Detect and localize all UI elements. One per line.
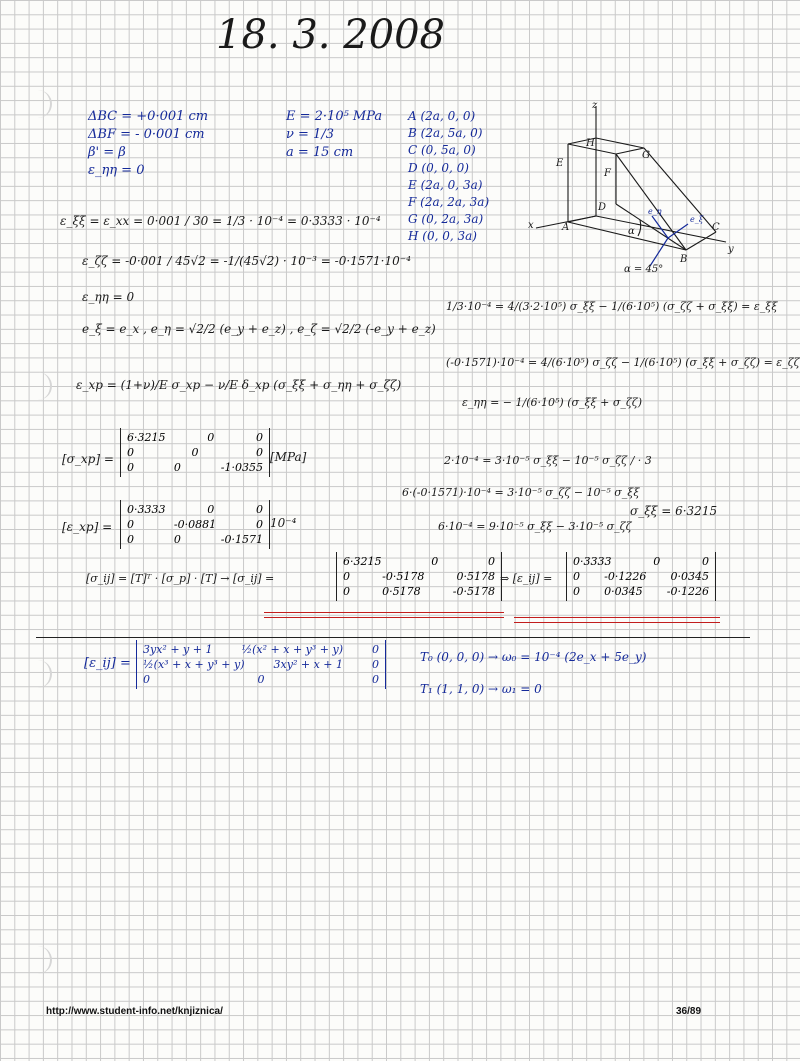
figure-label-y: y [728,244,734,255]
point-item: B (2a, 5a, 0) [408,126,483,141]
matrix-row: 0 0·0345 -0·1226 [573,585,709,598]
matrix-row: 6·3215 0 0 [343,555,495,568]
given-line: E = 2·10⁵ MPa [286,109,383,124]
equation-zeta: (-0·1571)·10⁻⁴ = 4/(6·10⁵) σ_ζζ − 1/(6·10⁵) (σ_ξξ + σ_ζζ) = ε_ζζ [446,356,800,369]
matrix-row: 0 0 0 [127,446,263,459]
page-date: 18. 3. 2008 [216,12,446,58]
eps-principal-matrix [120,500,270,549]
binder-hole [26,372,52,400]
binder-hole [26,660,52,688]
given-col1 [88,108,208,180]
strain-line-xi: ε_ξξ = ε_xx = 0·001 / 30 = 1/3 · 10⁻⁴ = 0·3333 · 10⁻⁴ [60,214,381,228]
eps-ij-label: ⇒ [ε_ij] = [500,572,553,585]
point-item: E (2a, 0, 3a) [408,177,483,192]
section-divider [36,637,750,638]
matrix-row: 0 0 -0·1571 [127,533,263,546]
matrix-row: 0 -0·0881 0 [127,518,263,531]
matrix-row: 0 -0·1226 0·0345 [573,570,709,583]
matrix-row: 0 0 -1·0355 [127,461,263,474]
figure-label-x: x [528,220,534,231]
transformation-formula: [σ_ij] = [T]ᵀ · [σ_p] · [T] → [σ_ij] = [86,572,275,585]
footer-url: http://www.student-info.net/knjiznica/ [46,1006,223,1017]
red-underline [264,617,504,618]
point-item: H (0, 0, 3a) [408,229,477,244]
given-line: ΔBF = - 0·001 cm [88,127,205,142]
page-number: 36/89 [676,1006,702,1017]
binder-hole [26,90,52,118]
matrix-row: 3yx² + y + 1 ½(x² + x + y³ + y) 0 [143,643,379,656]
given-line: a = 15 cm [286,145,354,160]
strain-field-label: [ε_ij] = [84,656,131,671]
geometry-figure [520,96,748,276]
figure-label-e-xi: e_ξ [690,215,704,224]
given-line: ΔBC = +0·001 cm [88,109,209,124]
figure-label-d: D [598,202,607,213]
strain-line-zeta: ε_ζζ = -0·001 / 45√2 = -1/(45√2) · 10⁻³ = -0·1571·10⁻⁴ [82,254,411,268]
sigma-principal-matrix [120,428,270,477]
figure-label-c: C [712,222,720,233]
strain-field-matrix [136,640,386,689]
figure-angle-note: α = 45° [624,264,664,275]
point-item: C (0, 5a, 0) [408,143,476,158]
red-underline [514,617,720,618]
strain-line-eta: ε_ηη = 0 [82,290,135,304]
sigma-matrix-label: [σ_xp] = [62,452,114,466]
figure-label-f: F [604,168,611,179]
matrix-row: 0 -0·5178 0·5178 [343,570,495,583]
equation-system-2: 6·(-0·1571)·10⁻⁴ = 3·10⁻⁵ σ_ζζ − 10⁻⁵ σ_ξξ [402,486,640,499]
rotation-t0: T₀ (0, 0, 0) → ω₀ = 10⁻⁴ (2e_x + 5e_y) [420,650,647,664]
equation-system-3: 6·10⁻⁴ = 9·10⁻⁵ σ_ξξ − 3·10⁻⁵ σ_ζζ [438,520,632,533]
eps-unit: 10⁻⁴ [270,516,297,530]
point-list [408,108,489,246]
matrix-row: 0 0 0 [143,673,379,686]
sigma-unit: [MPa] [270,450,307,464]
matrix-row: 0 0·5178 -0·5178 [343,585,495,598]
eps-matrix-label: [ε_xp] = [62,520,113,534]
figure-label-e: E [556,158,564,169]
point-item: G (0, 2a, 3a) [408,212,484,227]
binder-hole [26,946,52,974]
red-underline [514,622,720,623]
figure-label-z: z [592,100,598,111]
matrix-row: 6·3215 0 0 [127,431,263,444]
figure-label-e-eta: e_η [648,207,662,216]
equation-eta: ε_ηη = − 1/(6·10⁵) (σ_ξξ + σ_ζζ) [462,396,643,409]
eps-ij-matrix [566,552,716,601]
figure-label-alpha: α [628,226,635,237]
equation-xi: 1/3·10⁻⁴ = 4/(3·2·10⁵) σ_ξξ − 1/(6·10⁵) (σ_ζζ + σ_ξξ) = ε_ξξ [446,300,778,313]
basis-vectors: e_ξ = e_x , e_η = √2/2 (e_y + e_z) , e_ζ = √2/2 (-e_y + e_z) [82,322,436,336]
given-line: ε_ηη = 0 [88,163,145,178]
point-item: A (2a, 0, 0) [408,109,476,123]
figure-label-h: H [586,138,595,149]
given-line: ν = 1/3 [286,127,334,142]
red-underline [264,612,504,613]
equation-system-1: 2·10⁻⁴ = 3·10⁻⁵ σ_ξξ − 10⁻⁵ σ_ζζ / · 3 [444,454,652,467]
figure-label-b: B [680,254,688,265]
point-item: F (2a, 2a, 3a) [408,195,490,210]
rotation-t1: T₁ (1, 1, 0) → ω₁ = 0 [420,682,542,696]
sigma-ij-matrix [336,552,502,601]
given-line: β' = β [88,145,126,160]
matrix-row: 0·3333 0 0 [573,555,709,568]
hooke-law: ε_xp = (1+ν)/E σ_xp − ν/E δ_xp (σ_ξξ + σ_ηη + σ_ζζ) [76,378,402,392]
matrix-row: 0·3333 0 0 [127,503,263,516]
given-col2 [286,108,382,162]
sigma-result: σ_ξξ = 6·3215 [630,504,718,518]
point-item: D (0, 0, 0) [408,160,469,175]
figure-label-g: G [642,150,650,161]
matrix-row: ½(x³ + x + y³ + y) 3xy² + x + 1 0 [143,658,379,671]
figure-label-a: A [562,222,570,233]
